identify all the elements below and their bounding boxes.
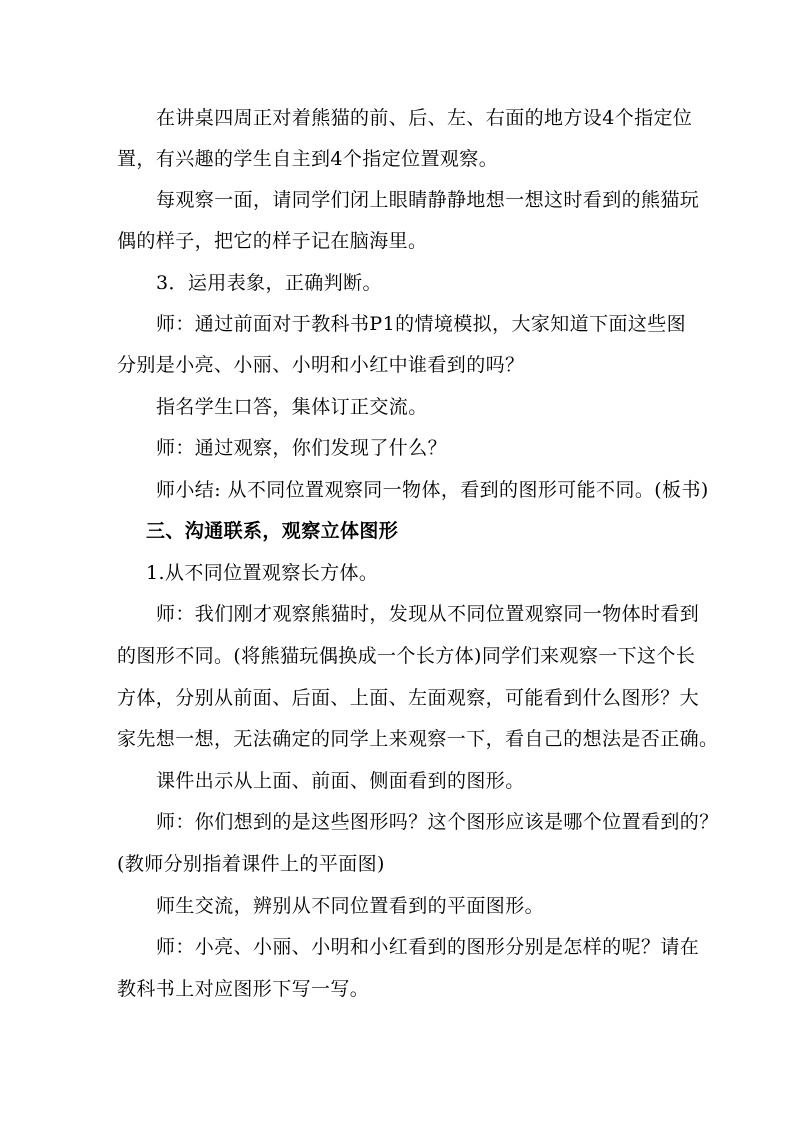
paragraph-line: 每观察一面，请同学们闭上眼睛静静地想一想这时看到的熊猫玩 — [156, 189, 700, 211]
paragraph-line: 偶的样子，把它的样子记在脑海里。 — [117, 230, 428, 252]
paragraph-line: 的图形不同。(将熊猫玩偶换成一个长方体)同学们来观察一下这个长 — [117, 645, 696, 667]
paragraph-line: 师小结: 从不同位置观察同一物体，看到的图形可能不同。(板书) — [156, 479, 709, 501]
paragraph-line: 在讲桌四周正对着熊猫的前、后、左、右面的地方设4个指定位 — [156, 107, 693, 129]
paragraph-line: 3．运用表象，正确判断。 — [156, 272, 382, 294]
paragraph-line: 家先想一想，无法确定的同学上来观察一下，看自己的想法是否正确。 — [117, 728, 719, 750]
paragraph-line: 方体，分别从前面、后面、上面、左面观察，可能看到什么图形？大 — [117, 687, 700, 709]
paragraph-line: 课件出示从上面、前面、侧面看到的图形。 — [156, 770, 525, 792]
paragraph-line: 指名学生口答，集体订正交流。 — [156, 396, 428, 418]
paragraph-line: 师：通过前面对于教科书P1的情境模拟，大家知道下面这些图 — [156, 313, 687, 335]
paragraph-line: 师：小亮、小丽、小明和小红看到的图形分别是怎样的呢？请在 — [156, 936, 700, 958]
paragraph-line: 师：我们刚才观察熊猫时，发现从不同位置观察同一物体时看到 — [156, 603, 700, 625]
paragraph-line: 置，有兴趣的学生自主到4个指定位置观察。 — [117, 148, 499, 170]
paragraph-line: 师：通过观察，你们发现了什么？ — [156, 437, 448, 459]
paragraph-line: 师生交流，辨别从不同位置看到的平面图形。 — [156, 895, 545, 917]
paragraph-line: 分别是小亮、小丽、小明和小红中谁看到的吗？ — [117, 354, 525, 376]
subsection-title: 1.从不同位置观察长方体。 — [146, 562, 379, 584]
paragraph-line: 教科书上对应图形下写一写。 — [117, 978, 370, 1000]
section-heading: 三、沟通联系，观察立体图形 — [146, 520, 399, 542]
paragraph-line: (教师分别指着课件上的平面图) — [117, 853, 385, 875]
paragraph-line: 师：你们想到的是这些图形吗？这个图形应该是哪个位置看到的？ — [156, 811, 719, 833]
